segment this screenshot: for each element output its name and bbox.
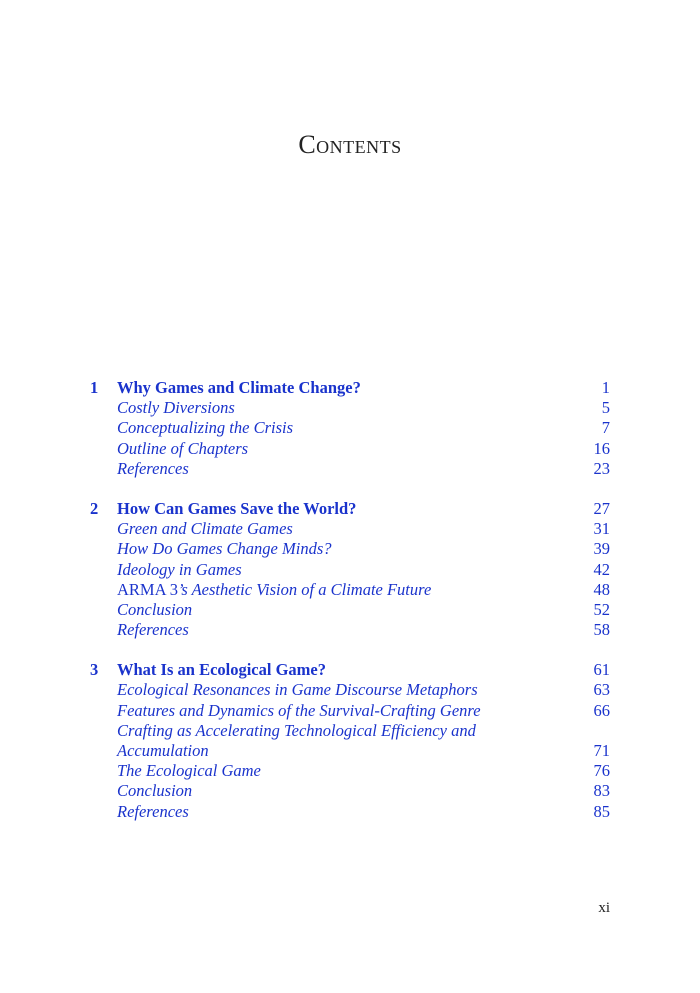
section-entry[interactable]: [90, 802, 610, 822]
section-entry[interactable]: [90, 459, 610, 479]
page-number[interactable]: 48: [593, 579, 610, 599]
section-title[interactable]: The Ecological Game: [117, 761, 261, 781]
chapter-title[interactable]: Why Games and Climate Change?: [117, 378, 361, 397]
page-number[interactable]: 66: [593, 700, 610, 720]
chapter-entry[interactable]: [90, 378, 610, 398]
page-number[interactable]: 85: [593, 801, 610, 821]
page-number[interactable]: 61: [593, 660, 610, 680]
chapter-entry[interactable]: [90, 499, 610, 519]
section-title[interactable]: Crafting as Accelerating Technological Efficiency and: [117, 720, 476, 740]
section-title[interactable]: Conclusion: [117, 599, 193, 619]
section-title[interactable]: Conclusion: [117, 781, 193, 801]
section-entry[interactable]: [90, 781, 610, 801]
chapter-title[interactable]: What Is an Ecological Game?: [117, 660, 326, 680]
section-title[interactable]: Conceptualizing the Crisis: [117, 418, 294, 438]
page-number[interactable]: 71: [593, 741, 610, 760]
section-entry[interactable]: [90, 560, 610, 580]
chapter-entry[interactable]: [90, 660, 610, 680]
chapter-title[interactable]: How Can Games Save the World?: [117, 498, 357, 518]
folio-page-number: xi: [598, 900, 610, 916]
page-number[interactable]: 76: [593, 761, 610, 781]
section-entry[interactable]: [90, 761, 610, 781]
section-title[interactable]: Accumulation: [117, 741, 209, 760]
section-entry[interactable]: [90, 620, 610, 640]
game-title: ARMA 3: [117, 579, 178, 599]
page-number[interactable]: 83: [593, 781, 610, 801]
section-title[interactable]: Costly Diversions: [117, 398, 235, 418]
section-title[interactable]: [117, 580, 431, 600]
section-entry[interactable]: [90, 439, 610, 459]
chapter-number: 1: [90, 378, 99, 397]
section-title[interactable]: Outline of Chapters: [117, 438, 249, 458]
page-number[interactable]: 23: [593, 458, 610, 478]
page-title: Contents: [298, 130, 402, 159]
page-number[interactable]: 58: [593, 620, 610, 640]
chapter-1: [90, 378, 610, 479]
page-number[interactable]: 1: [601, 378, 610, 397]
section-title[interactable]: Ecological Resonances in Game Discourse Metaphors: [117, 680, 478, 700]
page-number[interactable]: 52: [593, 599, 610, 619]
section-entry[interactable]: [90, 539, 610, 559]
page-number[interactable]: 42: [593, 559, 610, 579]
page-number[interactable]: 5: [601, 398, 610, 418]
page-number[interactable]: 39: [593, 539, 610, 559]
section-title[interactable]: Green and Climate Games: [117, 519, 293, 539]
section-title[interactable]: References: [117, 620, 189, 640]
section-title[interactable]: Ideology in Games: [117, 559, 242, 579]
section-entry[interactable]: [90, 398, 610, 418]
chapter-number: 3: [90, 660, 99, 680]
section-entry[interactable]: [90, 701, 610, 721]
section-title[interactable]: References: [117, 458, 189, 478]
section-title[interactable]: References: [117, 801, 189, 821]
section-title-rest: ’s Aesthetic Vision of a Climate Future: [177, 579, 432, 599]
section-entry[interactable]: [90, 418, 610, 438]
section-entry[interactable]: [90, 741, 610, 761]
table-of-contents: [90, 378, 610, 842]
chapter-2: [90, 499, 610, 640]
chapter-3: [90, 660, 610, 822]
chapter-number: 2: [90, 498, 99, 518]
section-entry[interactable]: [90, 680, 610, 700]
section-title[interactable]: How Do Games Change Minds?: [117, 539, 332, 559]
page-number[interactable]: 27: [593, 498, 610, 518]
section-entry[interactable]: [90, 519, 610, 539]
page-number[interactable]: 31: [593, 519, 610, 539]
section-entry[interactable]: [90, 721, 610, 741]
page-number[interactable]: 7: [601, 418, 610, 438]
section-entry[interactable]: [90, 600, 610, 620]
section-title[interactable]: Features and Dynamics of the Survival-Crafting Genre: [117, 700, 481, 720]
page-number[interactable]: 16: [593, 438, 610, 458]
section-entry[interactable]: [90, 580, 610, 600]
page-number[interactable]: 63: [593, 680, 610, 700]
